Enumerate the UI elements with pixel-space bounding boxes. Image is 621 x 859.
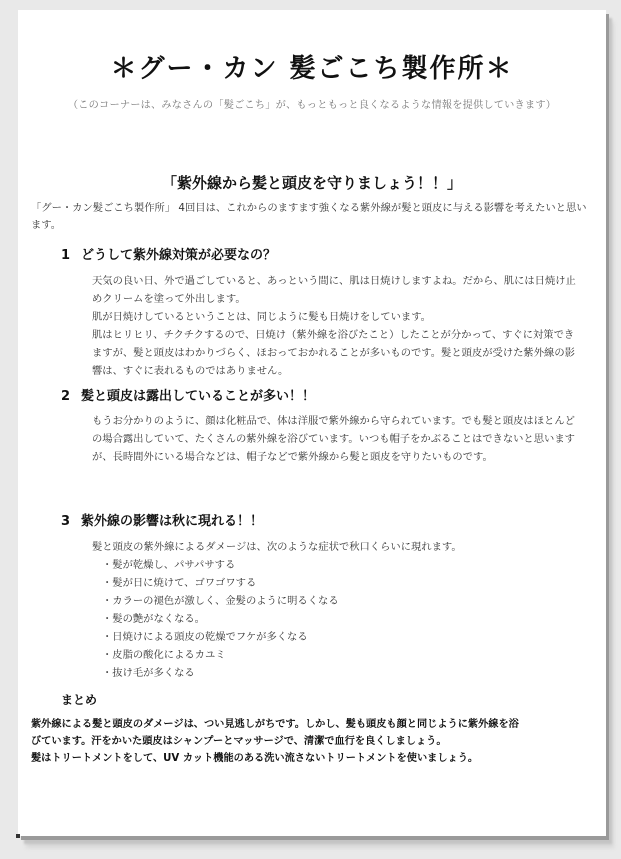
- section-2-number: 2: [61, 389, 71, 404]
- symptom-item: ・抜け毛が多くなる: [102, 667, 195, 679]
- summary-line: 紫外線による髪と頭皮のダメージは、つい見逃しがちです。しかし、髪も頭皮も顔と同じように紫外線を浴: [31, 719, 519, 730]
- article-headline: 「紫外線から髪と頭皮を守りましょう！！」: [161, 174, 462, 192]
- symptom-item: ・髪が日に焼けて、ゴワゴワする: [102, 577, 257, 589]
- section-2-title: 髪と頭皮は露出していることが多い！！: [81, 389, 316, 404]
- section-1-number: 1: [61, 248, 71, 263]
- page-subtitle: （このコーナーは、みなさんの「髪ごこち」が、もっともっと良くなるような情報を提供していきます）: [67, 100, 557, 111]
- symptom-item: ・カラーの褪色が激しく、金髪のように明るくなる: [102, 595, 339, 607]
- section-3-number: 3: [61, 514, 71, 529]
- summary-heading: まとめ: [61, 693, 98, 707]
- symptom-item: ・髪が乾燥し、パサパサする: [102, 559, 236, 571]
- summary-line: びています。汗をかいた頭皮はシャンプーとマッサージで、清潔で血行を良くしましょう。: [31, 736, 447, 747]
- section-2-heading: [61, 385, 315, 404]
- scan-mark: [16, 834, 20, 838]
- symptom-list: [92, 556, 584, 682]
- section-1-paragraph: 肌はヒリヒリ、チクチクするので、日焼け（紫外線を浴びたこと）したことが分かって、すぐに対策できますが、髪と頭皮はわかりづらく、ほおっておかれることが多いものです。髪と頭皮が受けた紫外線の影響は、すぐに表れるものではありません。: [92, 329, 575, 377]
- section-1-paragraph: 肌が日焼けしているということは、同じように髪も日焼けをしています。: [92, 311, 431, 323]
- symptom-item: ・日焼けによる頭皮の乾燥でフケが多くなる: [102, 631, 308, 643]
- intro-paragraph: 「グー・カン髪ごこち製作所」 4回目は、これからのますます強くなる紫外線が髪と頭皮に与える影響を考えたいと思います。: [31, 202, 587, 231]
- summary-body: [31, 716, 599, 767]
- section-1-title: どうして紫外線対策が必要なの？: [81, 248, 277, 263]
- section-2-body: [92, 412, 584, 466]
- summary-line: 髪はトリートメントをして、UV カット機能のある洗い流さないトリートメントを使いましょう。: [31, 753, 479, 764]
- section-3-heading: [61, 510, 263, 529]
- section-2-paragraph: もうお分かりのように、顔は化粧品で、体は洋服で紫外線から守られています。でも髪と頭皮はほとんどの場合露出していて、たくさんの紫外線を浴びています。いつも帽子をかぶることはできないと思いますが、長時間外にいる場合などは、帽子などで紫外線から髪と頭皮を守りたいものです。: [92, 415, 575, 463]
- section-1-body: [92, 272, 584, 380]
- document-page: [18, 10, 606, 836]
- section-1-paragraph: 天気の良い日、外で過ごしていると、あっという間に、肌は日焼けしますよね。だから、肌には日焼け止めクリームを塗って外出します。: [92, 275, 576, 305]
- symptom-item: ・髪の艶がなくなる。: [102, 613, 205, 625]
- section-3-paragraph: 髪と頭皮の紫外線によるダメージは、次のような症状で秋口くらいに現れます。: [92, 541, 462, 553]
- section-3-title: 紫外線の影響は秋に現れる！！: [81, 514, 264, 529]
- page-title: ＊グー・カン 髪ごこち製作所＊: [110, 54, 514, 84]
- symptom-item: ・皮脂の酸化によるカユミ: [102, 649, 226, 661]
- section-3-body: [92, 538, 584, 682]
- section-1-heading: [61, 244, 276, 263]
